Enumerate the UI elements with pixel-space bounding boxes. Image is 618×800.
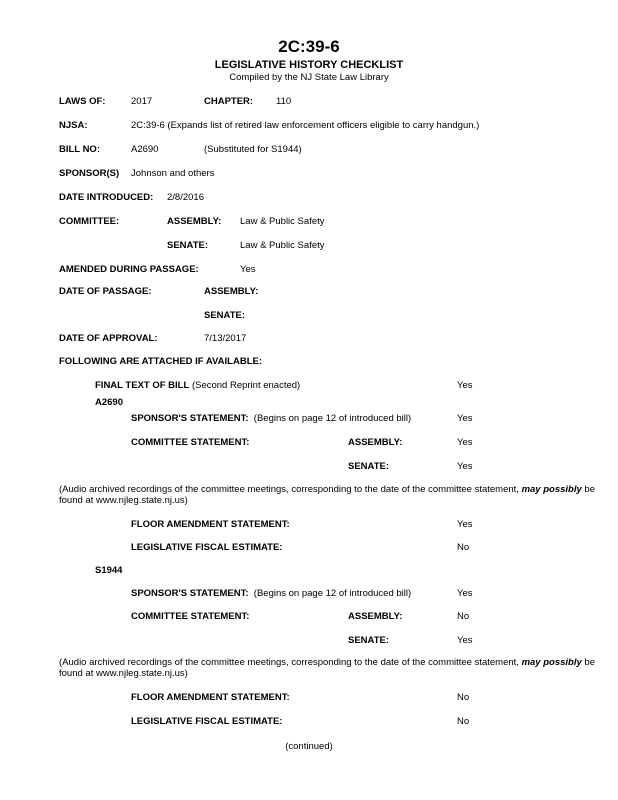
final-text-label: FINAL TEXT OF BILL <box>95 380 190 391</box>
s1944-committee-label: COMMITTEE STATEMENT: <box>131 611 250 622</box>
continued-note: (continued) <box>285 741 333 752</box>
a2690-sponsor-value: Yes <box>457 413 473 424</box>
a2690-audio-note <box>59 484 609 506</box>
s1944-fiscal-value: No <box>457 716 470 727</box>
committee-senate-label: SENATE: <box>167 240 208 251</box>
laws-of-value: 2017 <box>131 96 153 107</box>
bill-no-note: (Substituted for S1944) <box>204 144 302 155</box>
audio-note-text: (Audio archived recordings of the committee meetings, corresponding to the date of the committee statement, <box>59 657 522 668</box>
final-text-note: (Second Reprint enacted) <box>191 380 301 391</box>
date-introduced-value: 2/8/2016 <box>167 192 204 203</box>
bill-no-value: A2690 <box>131 144 159 155</box>
s1944-assembly-value: No <box>457 611 470 622</box>
a2690-assembly-label: ASSEMBLY: <box>348 437 403 448</box>
s1944-sponsor-row <box>131 588 411 599</box>
a2690-senate-label: SENATE: <box>348 461 389 472</box>
page-title: 2C:39-6 <box>278 37 340 56</box>
s1944-audio-note <box>59 657 609 679</box>
s1944-floor-label: FLOOR AMENDMENT STATEMENT: <box>131 692 290 703</box>
date-of-approval-label: DATE OF APPROVAL: <box>59 333 158 344</box>
s1944-sponsor-value: Yes <box>457 588 473 599</box>
chapter-label: CHAPTER: <box>204 96 254 107</box>
s1944-floor-value: No <box>457 692 470 703</box>
s1944-fiscal-label: LEGISLATIVE FISCAL ESTIMATE: <box>131 716 283 727</box>
s1944-senate-value: Yes <box>457 635 473 646</box>
s1944-heading: S1944 <box>95 565 123 576</box>
audio-note-link-text: be found at www.njleg.state.nj.us) <box>59 484 595 506</box>
committee-label: COMMITTEE: <box>59 216 120 227</box>
date-of-passage-label: DATE OF PASSAGE: <box>59 286 152 297</box>
a2690-sponsor-label: SPONSOR'S STATEMENT: <box>131 413 249 424</box>
s1944-sponsor-label: SPONSOR'S STATEMENT: <box>131 588 249 599</box>
njsa-label: NJSA: <box>59 120 88 131</box>
a2690-sponsor-row <box>131 413 411 424</box>
a2690-assembly-value: Yes <box>457 437 473 448</box>
a2690-senate-value: Yes <box>457 461 473 472</box>
amended-label: AMENDED DURING PASSAGE: <box>59 264 199 275</box>
committee-senate-value: Law & Public Safety <box>240 240 325 251</box>
final-text-row <box>95 380 300 391</box>
bill-no-label: BILL NO: <box>59 144 100 155</box>
committee-assembly-value: Law & Public Safety <box>240 216 325 227</box>
sponsors-value: Johnson and others <box>131 168 215 179</box>
a2690-heading: A2690 <box>95 397 123 408</box>
date-of-approval-value: 7/13/2017 <box>204 333 247 344</box>
s1944-sponsor-note: (Begins on page 12 of introduced bill) <box>253 588 412 599</box>
audio-note-text: (Audio archived recordings of the committee meetings, corresponding to the date of the committee statement, <box>59 484 522 495</box>
audio-note-link-text: be found at www.njleg.state.nj.us) <box>59 657 595 679</box>
audio-note-emphasis: may possibly <box>521 657 582 668</box>
a2690-fiscal-label: LEGISLATIVE FISCAL ESTIMATE: <box>131 542 283 553</box>
a2690-committee-label: COMMITTEE STATEMENT: <box>131 437 250 448</box>
laws-of-label: LAWS OF: <box>59 96 106 107</box>
chapter-value: 110 <box>276 96 292 107</box>
compiled-by: Compiled by the NJ State Law Library <box>229 72 389 83</box>
audio-note-emphasis: may possibly <box>521 484 582 495</box>
s1944-assembly-label: ASSEMBLY: <box>348 611 403 622</box>
s1944-senate-label: SENATE: <box>348 635 389 646</box>
date-introduced-label: DATE INTRODUCED: <box>59 192 154 203</box>
sponsors-label: SPONSOR(S) <box>59 168 120 179</box>
final-text-value: Yes <box>457 380 473 391</box>
a2690-sponsor-note: (Begins on page 12 of introduced bill) <box>253 413 412 424</box>
amended-value: Yes <box>240 264 256 275</box>
njsa-value: 2C:39-6 (Expands list of retired law enforcement officers eligible to carry handgun.) <box>131 120 480 131</box>
a2690-floor-label: FLOOR AMENDMENT STATEMENT: <box>131 519 290 530</box>
a2690-fiscal-value: No <box>457 542 470 553</box>
passage-senate-label: SENATE: <box>204 310 245 321</box>
following-heading: FOLLOWING ARE ATTACHED IF AVAILABLE: <box>59 356 262 367</box>
passage-assembly-label: ASSEMBLY: <box>204 286 259 297</box>
a2690-floor-value: Yes <box>457 519 473 530</box>
page-subtitle: LEGISLATIVE HISTORY CHECKLIST <box>214 59 404 71</box>
committee-assembly-label: ASSEMBLY: <box>167 216 222 227</box>
